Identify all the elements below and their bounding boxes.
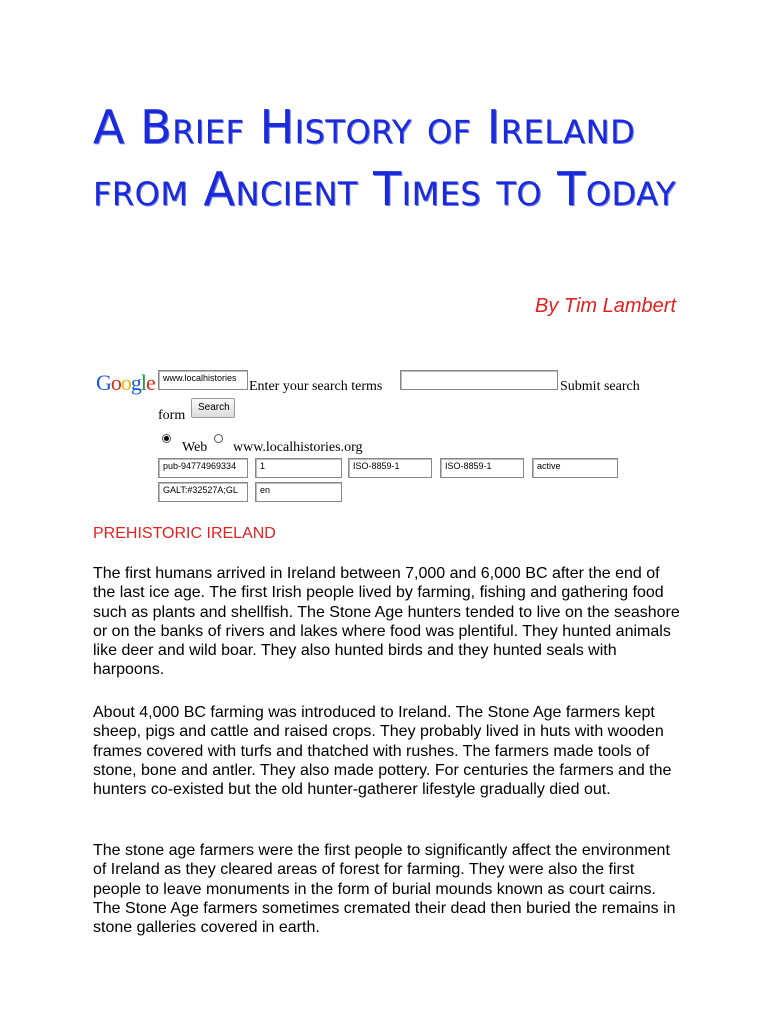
hidden-field-cof[interactable]: GALT:#32527A;GL [158,482,248,502]
site-domain-field[interactable]: www.localhistories [158,370,248,390]
section-heading: PREHISTORIC IRELAND [93,525,276,542]
site-radio[interactable] [214,434,223,443]
enter-terms-label: Enter your search terms [249,379,383,394]
site-search-form [96,366,686,506]
form-label: form [158,408,186,423]
web-radio[interactable] [162,434,171,443]
paragraph-2: About 4,000 BC farming was introduced to Ireland. The Stone Age farmers kept sheep, pigs and cattle and raised crops. They probably lived in huts with wooden frames covered with turfs and thatched with rushes. The farmers made tools of stone, bone and antler. They also made pottery. For centuries the farmers and the hunters co-existed but the old hunter-gatherer lifestyle gradually died out. [93,704,672,799]
search-terms-input[interactable] [400,370,558,390]
submit-search-label: Submit search [560,379,640,394]
hidden-field-hl[interactable]: en [255,482,342,502]
web-radio-label: Web [182,440,208,455]
hidden-field-forid[interactable]: 1 [255,458,342,478]
hidden-field-ie[interactable]: ISO-8859-1 [348,458,432,478]
author-byline: By Tim Lambert [535,295,676,317]
document-title: A Brief History of Ireland from Ancient Times to Today [93,100,677,216]
hidden-field-oe[interactable]: ISO-8859-1 [440,458,524,478]
google-logo: Google [96,370,155,395]
site-radio-label: www.localhistories.org [233,440,363,455]
paragraph-1: The first humans arrived in Ireland between 7,000 and 6,000 BC after the end of the last ice age. The first Irish people lived by farming, fishing and gathering food such as plants and shellfish. The Stone Age hunters tended to live on the seashore or on the banks of rivers and lakes where food was plentiful. They hunted animals like deer and wild boar. They also hunted birds and they hunted seals with harpoons. [93,565,680,679]
paragraph-3: The stone age farmers were the first people to significantly affect the environment of Ireland as they cleared areas of forest for farming. They were also the first people to leave monuments in the form of burial mounds known as court cairns. The Stone Age farmers sometimes cremated their dead then buried the remains in stone galleries covered in earth. [93,842,676,937]
search-button[interactable]: Search [191,398,235,418]
hidden-field-client[interactable]: pub-94774969334 [158,458,248,478]
hidden-field-safe[interactable]: active [532,458,618,478]
